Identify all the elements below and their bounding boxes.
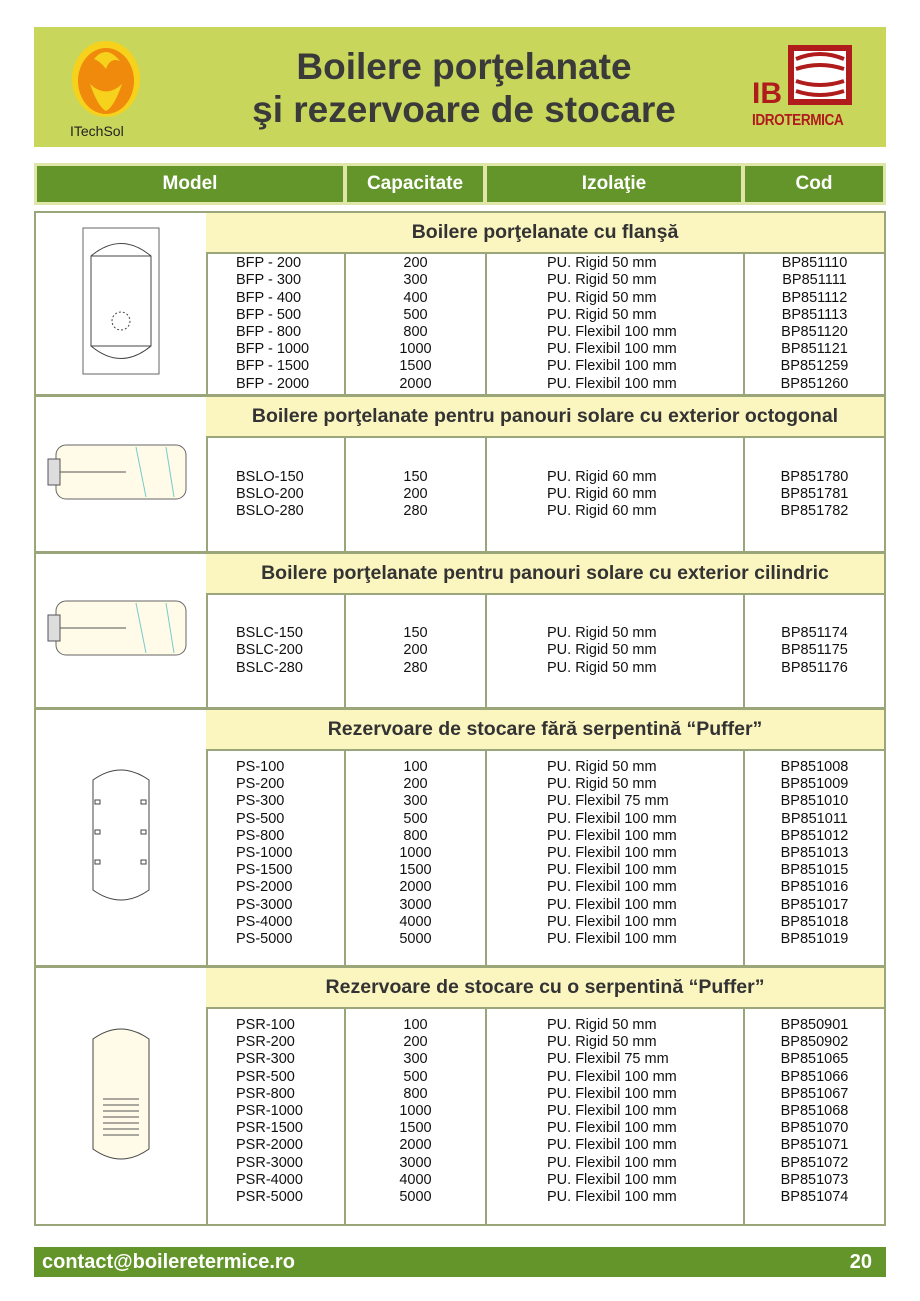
code-cell: BP851068	[780, 1103, 849, 1120]
capacity-cell: 150	[403, 468, 428, 485]
page-title	[214, 45, 714, 131]
table-header	[34, 163, 886, 205]
insulation-cell: PU. Flexibil 100 mm	[547, 879, 677, 896]
code-cell: BP851013	[780, 845, 849, 862]
title-line-1: Boilere porţelanate	[296, 46, 632, 87]
codes-column	[745, 254, 884, 394]
code-cell: BP851010	[780, 793, 849, 810]
code-cell: BP851015	[780, 862, 849, 879]
section-title: Boilere porţelanate pentru panouri solare cu exterior cilindric	[206, 554, 884, 595]
product-section	[34, 395, 886, 553]
model-cell: PS-1500	[236, 862, 293, 879]
model-cell: PSR-4000	[236, 1171, 303, 1188]
model-cell: PS-300	[236, 793, 285, 810]
contact-email[interactable]: contact@boileretermice.ro	[42, 1250, 295, 1273]
model-cell: PSR-300	[236, 1051, 295, 1068]
capacity-cell: 3000	[399, 896, 432, 913]
model-cell: BFP - 400	[236, 289, 302, 306]
product-image	[36, 554, 208, 707]
code-cell: BP851067	[780, 1085, 849, 1102]
model-cell: PS-1000	[236, 845, 293, 862]
model-cell: PS-3000	[236, 896, 293, 913]
insulation-column	[487, 1009, 745, 1224]
insulation-cell: PU. Flexibil 100 mm	[547, 324, 677, 340]
insulation-cell: PU. Rigid 50 mm	[547, 306, 657, 323]
insulation-cell: PU. Rigid 50 mm	[547, 289, 657, 306]
capacity-cell: 4000	[399, 913, 432, 930]
model-cell: BFP - 300	[236, 272, 302, 289]
model-cell: BSLC-150	[236, 625, 303, 642]
capacity-cell: 300	[403, 793, 428, 810]
model-cell: BSLO-150	[236, 468, 304, 485]
model-cell: PSR-200	[236, 1034, 295, 1051]
capacity-cell: 5000	[399, 1189, 432, 1206]
model-cell: PSR-5000	[236, 1189, 303, 1206]
insulation-cell: PU. Rigid 50 mm	[547, 759, 657, 775]
capacity-cell: 200	[403, 255, 428, 272]
codes-column	[745, 595, 884, 707]
insulation-cell: PU. Rigid 50 mm	[547, 1034, 657, 1051]
code-cell: BP851780	[780, 468, 849, 485]
code-cell: BP851111	[782, 272, 847, 289]
insulation-cell: PU. Rigid 50 mm	[547, 776, 657, 793]
insulation-cell: PU. Flexibil 100 mm	[547, 862, 677, 879]
capacity-cell: 200	[403, 642, 428, 659]
section-title: Boilere porţelanate cu flanşă	[206, 213, 884, 254]
column-header-capacity: Capacitate	[347, 166, 483, 202]
code-cell: BP851073	[780, 1171, 849, 1188]
insulation-cell: PU. Flexibil 100 mm	[547, 1120, 677, 1137]
insulation-cell: PU. Rigid 50 mm	[547, 659, 657, 676]
capacity-cell: 4000	[399, 1171, 432, 1188]
insulation-cell: PU. Rigid 60 mm	[547, 485, 657, 502]
svg-text:IB: IB	[752, 77, 782, 107]
vertical-puffer-tank-icon	[81, 760, 161, 915]
insulation-cell: PU. Rigid 60 mm	[547, 468, 657, 485]
insulation-cell: PU. Flexibil 100 mm	[547, 1171, 677, 1188]
model-cell: PSR-100	[236, 1017, 295, 1033]
product-section	[34, 966, 886, 1226]
capacity-cell: 200	[403, 1034, 428, 1051]
code-cell: BP850901	[780, 1017, 849, 1033]
models-column	[206, 438, 346, 551]
insulation-cell: PU. Flexibil 100 mm	[547, 341, 677, 358]
code-cell: BP851070	[780, 1120, 849, 1137]
capacities-column	[346, 438, 487, 551]
capacity-cell: 1500	[399, 1120, 432, 1137]
code-cell: BP851008	[780, 759, 849, 775]
title-line-2: şi rezervoare de stocare	[252, 89, 676, 130]
capacity-cell: 2000	[399, 879, 432, 896]
product-image	[36, 968, 208, 1224]
code-cell: BP850902	[780, 1034, 849, 1051]
idrotermica-logo	[752, 45, 860, 130]
model-cell: BFP - 1500	[236, 358, 310, 375]
model-cell: PS-200	[236, 776, 285, 793]
code-cell: BP851065	[780, 1051, 849, 1068]
page-footer	[34, 1247, 886, 1277]
code-cell: BP851074	[780, 1189, 849, 1206]
capacity-cell: 2000	[399, 375, 432, 392]
codes-column	[745, 751, 884, 965]
model-cell: BSLC-200	[236, 642, 303, 659]
capacity-cell: 1000	[399, 1103, 432, 1120]
capacity-cell: 500	[403, 810, 428, 827]
section-title: Boilere porţelanate pentru panouri solare cu exterior octogonal	[206, 397, 884, 438]
capacity-cell: 1000	[399, 845, 432, 862]
insulation-cell: PU. Rigid 60 mm	[547, 503, 657, 520]
code-cell: BP851112	[781, 289, 848, 306]
model-cell: BFP - 500	[236, 306, 302, 323]
model-cell: BSLO-280	[236, 503, 304, 520]
vertical-puffer-tank-coil-icon	[81, 1019, 161, 1174]
page-header	[34, 27, 886, 147]
phoenix-icon	[64, 39, 154, 119]
model-cell: PS-800	[236, 827, 285, 844]
insulation-cell: PU. Flexibil 100 mm	[547, 1085, 677, 1102]
page-number: 20	[849, 1250, 872, 1273]
capacities-column	[346, 751, 487, 965]
codes-column	[745, 1009, 884, 1224]
insulation-cell: PU. Flexibil 100 mm	[547, 1103, 677, 1120]
model-cell: PS-4000	[236, 913, 293, 930]
code-cell: BP851259	[780, 358, 849, 375]
model-cell: BFP - 1000	[236, 341, 310, 358]
code-cell: BP851120	[781, 324, 848, 340]
insulation-column	[487, 595, 745, 707]
capacity-cell: 2000	[399, 1137, 432, 1154]
code-cell: BP851066	[780, 1068, 849, 1085]
model-cell: BFP - 800	[236, 324, 302, 340]
horizontal-tank-cylindrical-icon	[46, 593, 196, 668]
capacity-cell: 3000	[399, 1154, 432, 1171]
model-cell: PSR-2000	[236, 1137, 303, 1154]
code-cell: BP851782	[780, 503, 849, 520]
capacity-cell: 150	[403, 625, 428, 642]
code-cell: BP851113	[781, 306, 848, 323]
capacity-cell: 800	[403, 827, 428, 844]
insulation-cell: PU. Flexibil 100 mm	[547, 931, 677, 948]
capacity-cell: 280	[403, 659, 428, 676]
insulation-cell: PU. Rigid 50 mm	[547, 1017, 657, 1033]
column-header-insulation: Izolaţie	[487, 166, 741, 202]
models-column	[206, 254, 346, 394]
capacity-cell: 200	[403, 485, 428, 502]
model-cell: PSR-1000	[236, 1103, 303, 1120]
capacities-column	[346, 595, 487, 707]
column-header-code: Cod	[745, 166, 883, 202]
model-cell: PS-5000	[236, 931, 293, 948]
models-column	[206, 751, 346, 965]
insulation-cell: PU. Flexibil 75 mm	[547, 1051, 669, 1068]
capacities-column	[346, 1009, 487, 1224]
models-column	[206, 1009, 346, 1224]
insulation-cell: PU. Flexibil 100 mm	[547, 358, 677, 375]
models-column	[206, 595, 346, 707]
model-cell: PS-2000	[236, 879, 293, 896]
itechsol-logo	[64, 39, 154, 139]
insulation-cell: PU. Flexibil 75 mm	[547, 793, 669, 810]
insulation-cell: PU. Flexibil 100 mm	[547, 1154, 677, 1171]
capacity-cell: 280	[403, 503, 428, 520]
capacity-cell: 1500	[399, 358, 432, 375]
capacity-cell: 5000	[399, 931, 432, 948]
capacity-cell: 100	[403, 1017, 428, 1033]
insulation-column	[487, 751, 745, 965]
insulation-column	[487, 254, 745, 394]
product-section	[34, 211, 886, 396]
model-cell: PS-100	[236, 759, 285, 775]
codes-column	[745, 438, 884, 551]
capacities-column	[346, 254, 487, 394]
capacity-cell: 300	[403, 272, 428, 289]
code-cell: BP851009	[780, 776, 849, 793]
capacity-cell: 200	[403, 776, 428, 793]
insulation-cell: PU. Rigid 50 mm	[547, 642, 657, 659]
model-cell: BFP - 200	[236, 255, 302, 272]
insulation-cell: PU. Flexibil 100 mm	[547, 1068, 677, 1085]
column-header-model: Model	[37, 166, 343, 202]
insulation-cell: PU. Rigid 50 mm	[547, 272, 657, 289]
horizontal-tank-octagonal-icon	[46, 437, 196, 512]
code-cell: BP851018	[780, 913, 849, 930]
model-cell: BSLO-200	[236, 485, 304, 502]
insulation-cell: PU. Flexibil 100 mm	[547, 1137, 677, 1154]
code-cell: BP851016	[780, 879, 849, 896]
product-image	[36, 397, 208, 551]
section-title: Rezervoare de stocare fără serpentină “Puffer”	[206, 710, 884, 751]
insulation-cell: PU. Rigid 50 mm	[547, 255, 657, 272]
insulation-cell: PU. Flexibil 100 mm	[547, 810, 677, 827]
insulation-cell: PU. Flexibil 100 mm	[547, 827, 677, 844]
insulation-cell: PU. Flexibil 100 mm	[547, 1189, 677, 1206]
capacity-cell: 400	[403, 289, 428, 306]
model-cell: PSR-3000	[236, 1154, 303, 1171]
insulation-cell: PU. Rigid 50 mm	[547, 625, 657, 642]
capacity-cell: 800	[403, 324, 428, 340]
model-cell: PSR-800	[236, 1085, 295, 1102]
model-cell: BFP - 2000	[236, 375, 310, 392]
insulation-cell: PU. Flexibil 100 mm	[547, 375, 677, 392]
insulation-cell: PU. Flexibil 100 mm	[547, 896, 677, 913]
capacity-cell: 800	[403, 1085, 428, 1102]
logo-right-text: IDROTERMICA	[752, 112, 844, 129]
code-cell: BP851011	[781, 810, 848, 827]
model-cell: BSLC-280	[236, 659, 303, 676]
code-cell: BP851072	[780, 1154, 849, 1171]
idrotermica-mark-icon	[752, 45, 860, 107]
capacity-cell: 500	[403, 306, 428, 323]
insulation-cell: PU. Flexibil 100 mm	[547, 913, 677, 930]
code-cell: BP851012	[780, 827, 849, 844]
code-cell: BP851019	[780, 931, 849, 948]
insulation-cell: PU. Flexibil 100 mm	[547, 845, 677, 862]
code-cell: BP851176	[781, 659, 848, 676]
model-cell: PS-500	[236, 810, 285, 827]
product-image	[36, 213, 208, 394]
code-cell: BP851017	[780, 896, 849, 913]
product-image	[36, 710, 208, 965]
code-cell: BP851174	[781, 625, 848, 642]
code-cell: BP851121	[781, 341, 848, 358]
model-cell: PSR-500	[236, 1068, 295, 1085]
section-title: Rezervoare de stocare cu o serpentină “Puffer”	[206, 968, 884, 1009]
product-section	[34, 552, 886, 709]
code-cell: BP851110	[781, 255, 848, 272]
code-cell: BP851781	[780, 485, 849, 502]
capacity-cell: 1500	[399, 862, 432, 879]
vertical-tank-flange-icon	[81, 226, 161, 381]
capacity-cell: 100	[403, 759, 428, 775]
capacity-cell: 300	[403, 1051, 428, 1068]
model-cell: PSR-1500	[236, 1120, 303, 1137]
product-section	[34, 708, 886, 967]
logo-left-text: ITechSol	[70, 123, 124, 139]
code-cell: BP851071	[780, 1137, 849, 1154]
capacity-cell: 500	[403, 1068, 428, 1085]
code-cell: BP851175	[781, 642, 848, 659]
capacity-cell: 1000	[399, 341, 432, 358]
code-cell: BP851260	[780, 375, 849, 392]
insulation-column	[487, 438, 745, 551]
